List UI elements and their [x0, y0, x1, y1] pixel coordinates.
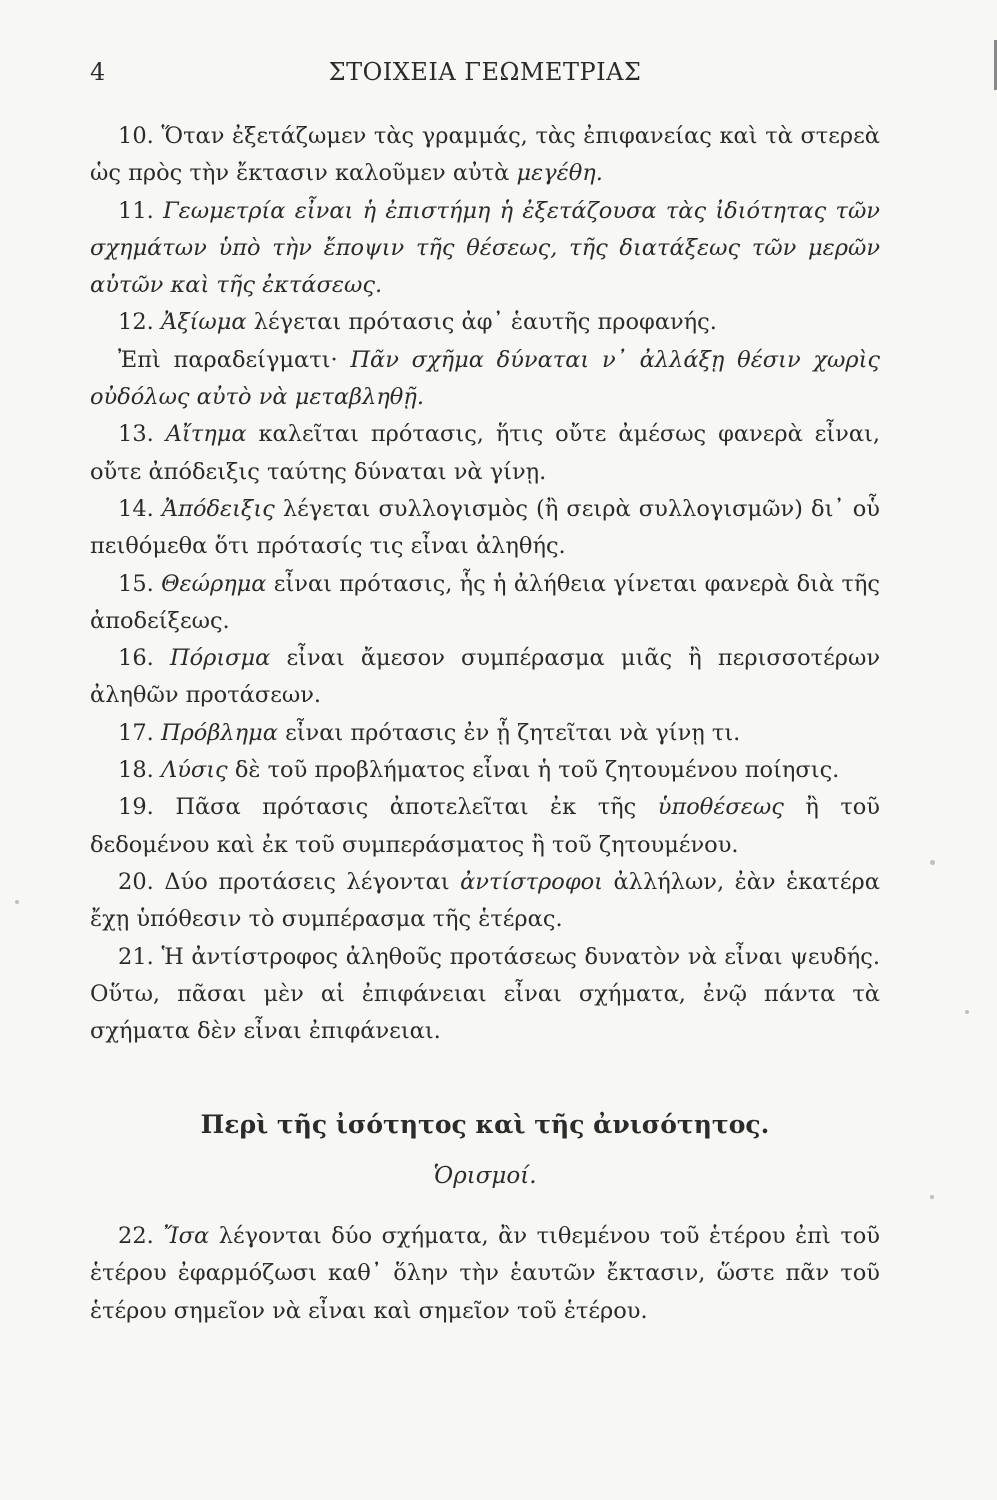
paragraph-19 — [90, 789, 880, 864]
defined-term: Ἀξίωμα — [160, 309, 247, 336]
paragraph-number: 22. — [118, 1223, 154, 1249]
paragraph-text: λέγεται πρότασις ἀφ᾽ ἑαυτῆς προφανής. — [246, 309, 717, 336]
paragraph-text: Ἐπὶ παραδείγματι· — [118, 346, 351, 373]
paragraph-17 — [90, 715, 880, 752]
defined-term: Αἴτημα — [165, 421, 247, 448]
defined-term: Λύσις — [160, 757, 228, 784]
paragraph-text: καλεῖται πρότασις, ἥτις οὔτε ἀμέσως φανερὰ εἶναι, οὔτε ἀπόδειξις ταύτης δύναται νὰ γίνῃ. — [90, 421, 881, 485]
print-speck — [15, 900, 19, 904]
defined-term: Πόρισμα — [169, 645, 271, 672]
page-header — [90, 58, 880, 90]
paragraph-text — [154, 645, 170, 671]
paragraph-number: 11. — [118, 197, 154, 224]
paragraph-18 — [90, 752, 880, 789]
paragraph-number: 18. — [118, 757, 154, 784]
paragraph-number: 15. — [118, 570, 154, 597]
paragraph-number: 21. — [118, 943, 154, 970]
paragraph-12 — [90, 304, 880, 341]
paragraph-text — [154, 720, 161, 746]
paragraph-text — [154, 421, 166, 447]
paragraph-text: εἶναι πρότασις ἐν ᾗ ζητεῖται νὰ γίνῃ τι. — [277, 719, 741, 746]
paragraph-16 — [90, 640, 880, 715]
paragraph-12-example — [90, 342, 880, 417]
defined-term: Γεωμετρία εἶναι ἡ ἐπιστήμη ἡ ἐξετάζουσα τὰς ἰδιότητας τῶν σχημάτων ὑπὸ τὴν ἔποψιν τῆς θέσεως, τῆς διατάξεως τῶν μερῶν αὐτῶν καὶ τῆς ἐκτάσεως. — [90, 197, 880, 299]
paragraph-text: λέγεται συλλογισμὸς (ἢ σειρὰ συλλογισμῶν) δι᾽ οὗ πειθόμεθα ὅτι πρότασίς τις εἶναι ἀληθής. — [90, 495, 880, 560]
paragraph-text: λέγονται δύο σχήματα, ἂν τιθεμένου τοῦ ἑτέρου ἐπὶ τοῦ ἑτέρου ἐφαρμόζωσι καθ᾽ ὅλην τὴν ἑαυτῶν ἔκτασιν, ὥστε πᾶν τοῦ ἑτέρου σημεῖον νὰ εἶναι καὶ σημεῖον τοῦ ἑτέρου. — [90, 1223, 880, 1324]
paragraph-text — [154, 309, 161, 335]
paragraph-text: εἶναι πρότασις, ἧς ἡ ἀλήθεια γίνεται φανερὰ διὰ τῆς ἀποδείξεως. — [90, 570, 880, 634]
subsection-heading: Ὁρισμοί. — [433, 1163, 537, 1189]
paragraph-20 — [90, 864, 880, 939]
paragraph-number: 17. — [118, 719, 154, 746]
paragraph-number: 10. — [118, 123, 154, 149]
paragraph-number: 13. — [118, 421, 154, 448]
print-speck — [930, 1195, 934, 1199]
paragraph-text: Ἡ ἀντίστροφος ἀληθοῦς προτάσεως δυνατὸν νὰ εἶναι ψευδής. Οὕτω, πᾶσαι μὲν αἱ ἐπιφάνειαι εἶναι σχήματα, ἐνῷ πάντα τὰ σχήματα δὲν εἶναι ἐπιφάνειαι. — [90, 943, 880, 1045]
paragraph-text: δὲ τοῦ προβλήματος εἶναι ἡ τοῦ ζητουμένου ποίησις. — [227, 757, 840, 784]
definitions-body — [90, 118, 880, 1050]
paragraph-number: 19. — [118, 794, 154, 821]
defined-term: Πρόβλημα — [160, 719, 278, 746]
paragraph-21 — [90, 939, 880, 1051]
paragraph-22 — [90, 1218, 880, 1330]
paragraph-text — [154, 757, 161, 783]
defined-term: Πᾶν σχῆμα δύναται ν᾽ ἀλλάξῃ θέσιν χωρὶς οὐδόλως αὐτὸ νὰ μεταβληθῇ. — [90, 346, 880, 411]
defined-term: Ἀπόδειξις — [161, 495, 275, 522]
print-speck — [965, 1010, 969, 1014]
paragraph-13 — [90, 416, 880, 491]
print-speck — [930, 860, 935, 865]
defined-term: μεγέθη. — [516, 160, 603, 187]
paragraph-number: 12. — [118, 309, 154, 336]
paragraph-11 — [90, 193, 880, 305]
paragraph-text: Ὅταν ἐξετάζωμεν τὰς γραμμάς, τὰς ἐπιφανείας καὶ τὰ στερεὰ ὡς πρὸς τὴν ἔκτασιν καλοῦμεν αὐτὰ — [90, 123, 880, 187]
paragraph-text: Δύο προτάσεις λέγονται — [153, 868, 461, 895]
paragraph-text — [154, 198, 163, 224]
paragraph-10 — [90, 118, 880, 193]
defined-term: Θεώρημα — [161, 570, 267, 597]
paragraph-15 — [90, 566, 880, 641]
paragraph-text: Πᾶσα πρότασις ἀποτελεῖται ἐκ τῆς — [153, 794, 658, 821]
paragraph-text: εἶναι ἄμεσον συμπέρασμα μιᾶς ἢ περισσοτέρων ἀληθῶν προτάσεων. — [90, 645, 880, 709]
defined-term: ἀντίστροφοι — [460, 868, 603, 895]
page-number: 4 — [90, 58, 106, 86]
paragraph-number: 14. — [118, 495, 154, 522]
paragraph-text — [154, 496, 162, 522]
paragraph-number: 20. — [118, 868, 154, 895]
paragraph-text: ἀλλήλων, ἐὰν ἑκατέρα ἔχῃ ὑπόθεσιν τὸ συμπέρασμα τῆς ἑτέρας. — [90, 868, 880, 933]
paragraph-text — [154, 571, 161, 597]
running-title: ΣΤΟΙΧΕΙΑ ΓΕΩΜΕΤΡΙΑΣ — [328, 58, 642, 86]
paragraph-14 — [90, 491, 880, 566]
paragraph-number: 16. — [118, 645, 154, 672]
paragraph-text: ἢ τοῦ δεδομένου καὶ ἐκ τοῦ συμπεράσματος ἢ τοῦ ζητουμένου. — [90, 794, 880, 858]
defined-term: ὑποθέσεως — [657, 794, 784, 821]
section-heading: Περὶ τῆς ἰσότητος καὶ τῆς ἀνισότητος. — [200, 1110, 770, 1139]
definitions-body-continued — [90, 1218, 880, 1330]
defined-term: Ἴσα — [153, 1223, 210, 1249]
